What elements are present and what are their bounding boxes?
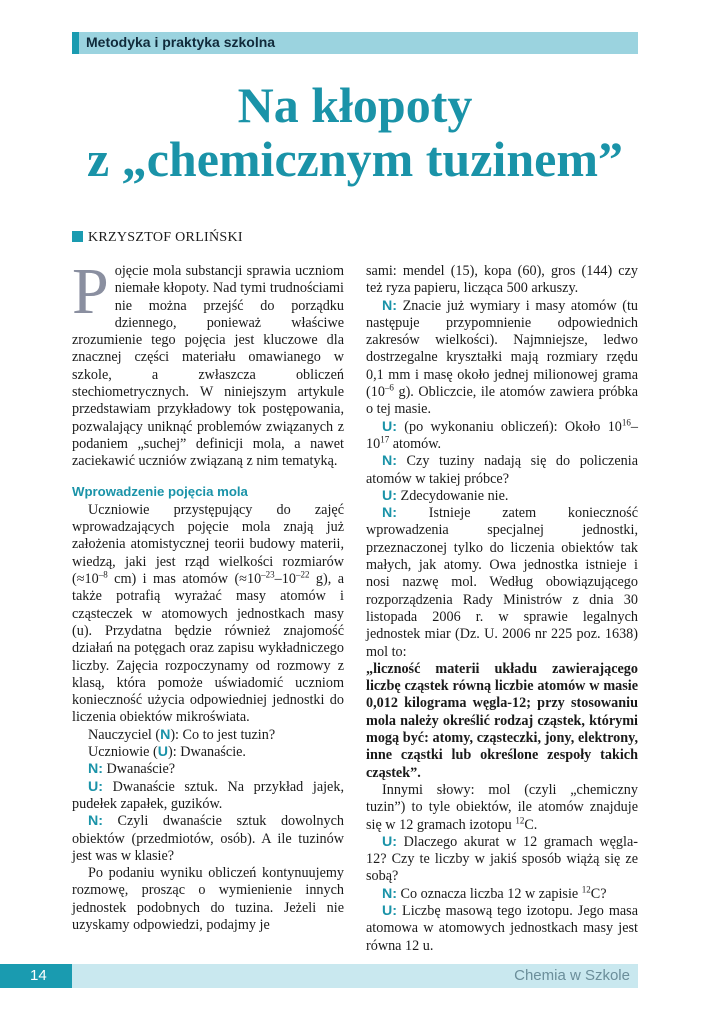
drop-cap: P	[72, 255, 109, 328]
mol-definition: „liczność materii układu zawierającego liczbę cząstek równą liczbie atomów w masie 0,012 kilograma węgla-12; przy stosowaniu mola należy określić rodzaj cząstek, którymi mogą być: atomy, cząsteczki, jony, elektrony, inne cząstki lub określone zespoły takich cząstek”.	[366, 660, 638, 781]
page-number: 14	[30, 967, 47, 984]
author-line	[72, 230, 243, 246]
dialogue-line: U: Dwanaście sztuk. Na przykład jajek, pudełek zapałek, guzików.	[72, 778, 344, 812]
intro-paragraph: Pojęcie mola substancji sprawia uczniom niemałe kłopoty. Nad tymi trudnościami nie można przejść do porządku dziennego, ponieważ właściwe zrozumienie tego pojęcia jest kluczowe dla znacznej części materiału omawianego w szkole, a zwłaszcza obliczeń stechiometrycznych. W niniejszym artykule przedstawiam przykładowy tok postępowania, pozwalający uniknąć problemów związanych z podaniem „suchej” definicji mola, a nawet zaciekawić uczniów związaną z nim tematyką.	[72, 255, 344, 470]
header-accent	[72, 32, 79, 54]
body-paragraph: Uczniowie przystępujący do zajęć wprowadzających pojęcie mola znają już założenia atomistycznej teorii budowy materii, wiedzą, jaki jest rząd wielkości rozmiarów ($\approx 10^{-8}$ cm) i mas atomów ($\approx 10^{-23}-10^{-22}$ g), a także potrafią wyrażać masy atomów i cząsteczek w atomowych jednostkach masy (u). Przydatna będzie również znajomość działań na potęgach oraz zapisu wykładniczego liczby. Zajęcia rozpoczynamy od rozmowy z klasą, która pomoże uświadomić uczniom konieczność użycia odpowiedniej jednostki do liczenia obiektów mikroświata.	[72, 501, 344, 726]
section-header	[72, 32, 638, 54]
article-title	[60, 78, 650, 186]
dialogue-line: U: Dlaczego akurat w 12 gramach węgla-12? Czy te liczby w jakiś sposób wiążą się ze sobą?	[366, 833, 638, 885]
footer-bar	[72, 964, 638, 988]
journal-name: Chemia w Szkole	[514, 967, 630, 984]
dialogue-line: N: Znacie już wymiary i masy atomów (tu następuje przypomnienie odpowiednich zakresów wielkości). Najmniejsze, ledwo dostrzegalne kryształki mają rozmiary rzędu 0,1 mm i masę około jednej milionowej grama ($10^{-6}$ g). Obliczcie, ile atomów zawiera próbka o tej masie.	[366, 297, 638, 418]
author-name: KRZYSZTOF ORLIŃSKI	[88, 230, 243, 245]
body-paragraph: Innymi słowy: mol (czyli „chemiczny tuzin”) to tyle obiektów, ile atomów znajduje się w 12 gramach izotopu $^{12}$C.	[366, 781, 638, 833]
body-paragraph: sami: mendel (15), kopa (60), gros (144) czy też ryza papieru, licząca 500 arkuszy.	[366, 263, 638, 297]
dialogue-line: Uczniowie (U): Dwanaście.	[88, 744, 246, 761]
title-line-2: z „chemicznym tuzinem”	[87, 131, 623, 187]
dialogue-line: N: Co oznacza liczba 12 w zapisie $^{12}$C?	[382, 883, 607, 902]
dialogue-line: N: Dwanaście?	[88, 761, 176, 778]
dialogue-line: N: Czy tuziny nadają się do policzenia atomów w takiej próbce?	[366, 453, 638, 487]
right-column	[366, 263, 638, 955]
dialogue-line: U: (po wykonaniu obliczeń): Około $10^{16}-10^{17}$ atomów.	[366, 416, 638, 452]
title-line-1: Na kłopoty	[237, 77, 473, 133]
dialogue-line: N: Istnieje zatem konieczność wprowadzenia specjalnej jednostki, przeznaczonej tylko do liczenia obiektów tak małych, jak atomy. Owa jednostka istnieje i nosi nazwę mol. Według obowiązującego rozporządzenia Rady Ministrów z dnia 30 listopada 2006 r. w sprawie legalnych jednostek miar (Dz. U. 2006 nr 225 poz. 1638) mol to:	[366, 505, 638, 660]
dialogue-line: U: Zdecydowanie nie.	[382, 487, 509, 504]
left-column	[72, 255, 344, 934]
dialogue-line: U: Liczbę masową tego izotopu. Jego masa atomowa w atomowych jednostkach masy jest równa 12 u.	[366, 902, 638, 954]
author-square-icon	[72, 231, 83, 242]
section-label: Metodyka i praktyka szkolna	[86, 34, 276, 50]
dialogue-line: N: Czyli dwanaście sztuk dowolnych obiektów (przedmiotów, osób). A ile tuzinów jest was w klasie?	[72, 813, 344, 864]
section-heading: Wprowadzenie pojęcia mola	[72, 483, 248, 499]
page-number-box	[0, 964, 72, 988]
body-paragraph: Po podaniu wyniku obliczeń kontynuujemy rozmowę, prosząc o wymienienie innych jednostek podobnych do tuzina. Jeżeli nie uzyskamy odpowiedzi, podajmy je	[72, 865, 344, 933]
dialogue-line: Nauczyciel (N): Co to jest tuzin?	[88, 726, 276, 743]
